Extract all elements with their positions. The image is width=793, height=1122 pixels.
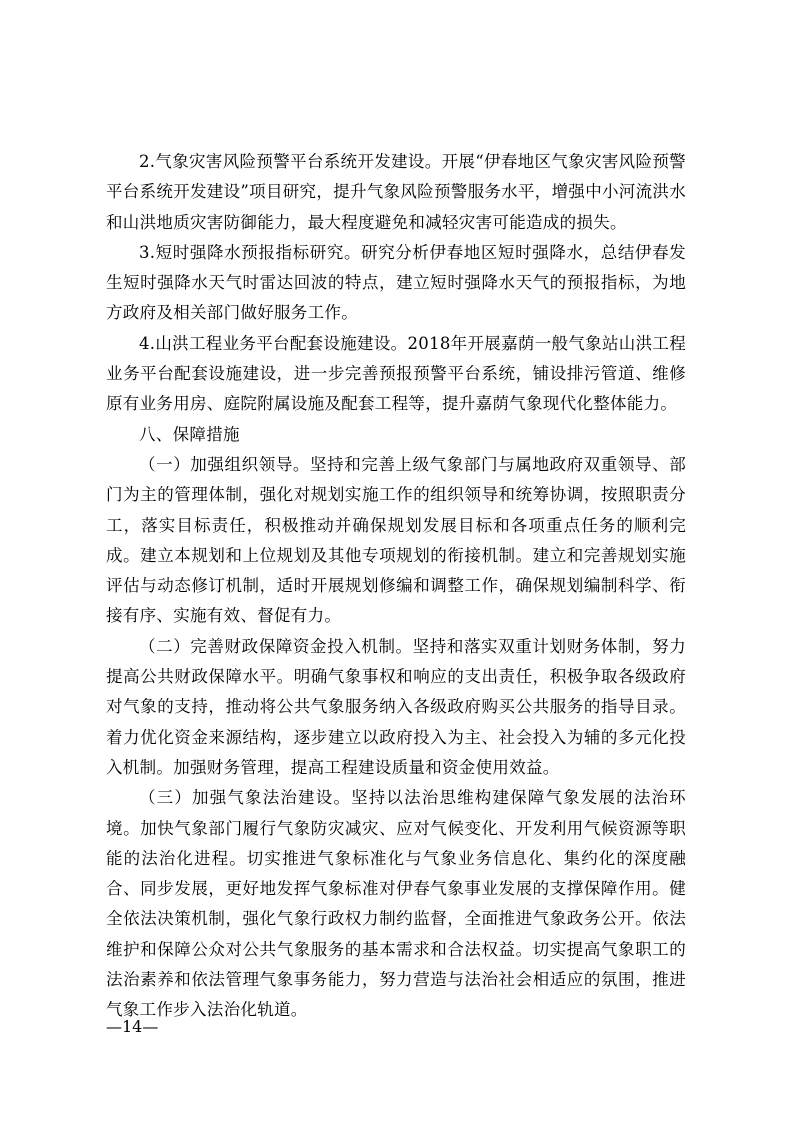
paragraph-mountain-flood-platform-facilities: 4.山洪工程业务平台配套设施建设。2018年开展嘉荫一般气象站山洪工程业务平台配套设施建设，进一步完善预报预警平台系统，铺设排污管道、维修原有业务用房、庭院附属设施及配套工程等，提升嘉荫气象现代化整体能力。 [106, 333, 686, 414]
page-number: —14— [106, 1017, 159, 1036]
paragraph-financial-investment-mechanism: （二）完善财政保障资金投入机制。坚持和落实双重计划财务体制，努力提高公共财政保障水平。明确气象事权和响应的支出责任，积极争取各级政府对气象的支持，推动将公共气象服务纳入各级政府购买公共服务的指导目录。着力优化资金来源结构，逐步建立以政府投入为主、社会投入为辅的多元化投入机制。加强财务管理，提高工程建设质量和资金使用效益。 [106, 636, 686, 777]
document-body [106, 147, 686, 1026]
paragraph-strengthen-leadership: （一）加强组织领导。坚持和完善上级气象部门与属地政府双重领导、部门为主的管理体制，强化对规划实施工作的组织领导和统筹协调，按照职责分工，落实目标责任，积极推动并确保规划发展目标和各项重点任务的顺利完成。建立本规划和上位规划及其他专项规划的衔接机制。建立和完善规划实施评估与动态修订机制，适时开展规划修编和调整工作，确保规划编制科学、衔接有序、实施有效、督促有力。 [106, 454, 686, 626]
paragraph-weather-disaster-warning-platform: 2.气象灾害风险预警平台系统开发建设。开展“伊春地区气象灾害风险预警平台系统开发建设”项目研究，提升气象风险预警服务水平，增强中小河流洪水和山洪地质灾害防御能力，最大程度避免和减轻灾害可能造成的损失。 [106, 152, 686, 232]
section-heading-safeguard-measures: 八、保障措施 [139, 424, 240, 444]
paragraph-weather-legal-system: （三）加强气象法治建设。坚持以法治思维构建保障气象发展的法治环境。加快气象部门履行气象防灾减灾、应对气候变化、开发利用气候资源等职能的法治化进程。切实推进气象标准化与气象业务信息化、集约化的深度融合、同步发展，更好地发挥气象标准对伊春气象事业发展的支撑保障作用。健全依法决策机制，强化气象行政权力制约监督，全面推进气象政务公开。依法维护和保障公众对公共气象服务的基本需求和合法权益。切实提高气象职工的法治素养和依法管理气象事务能力，努力营造与法治社会相适应的氛围，推进气象工作步入法治化轨道。 [106, 788, 686, 1020]
paragraph-short-term-heavy-rain-forecast: 3.短时强降水预报指标研究。研究分析伊春地区短时强降水，总结伊春发生短时强降水天气时雷达回波的特点，建立短时强降水天气的预报指标，为地方政府及相关部门做好服务工作。 [106, 242, 686, 323]
